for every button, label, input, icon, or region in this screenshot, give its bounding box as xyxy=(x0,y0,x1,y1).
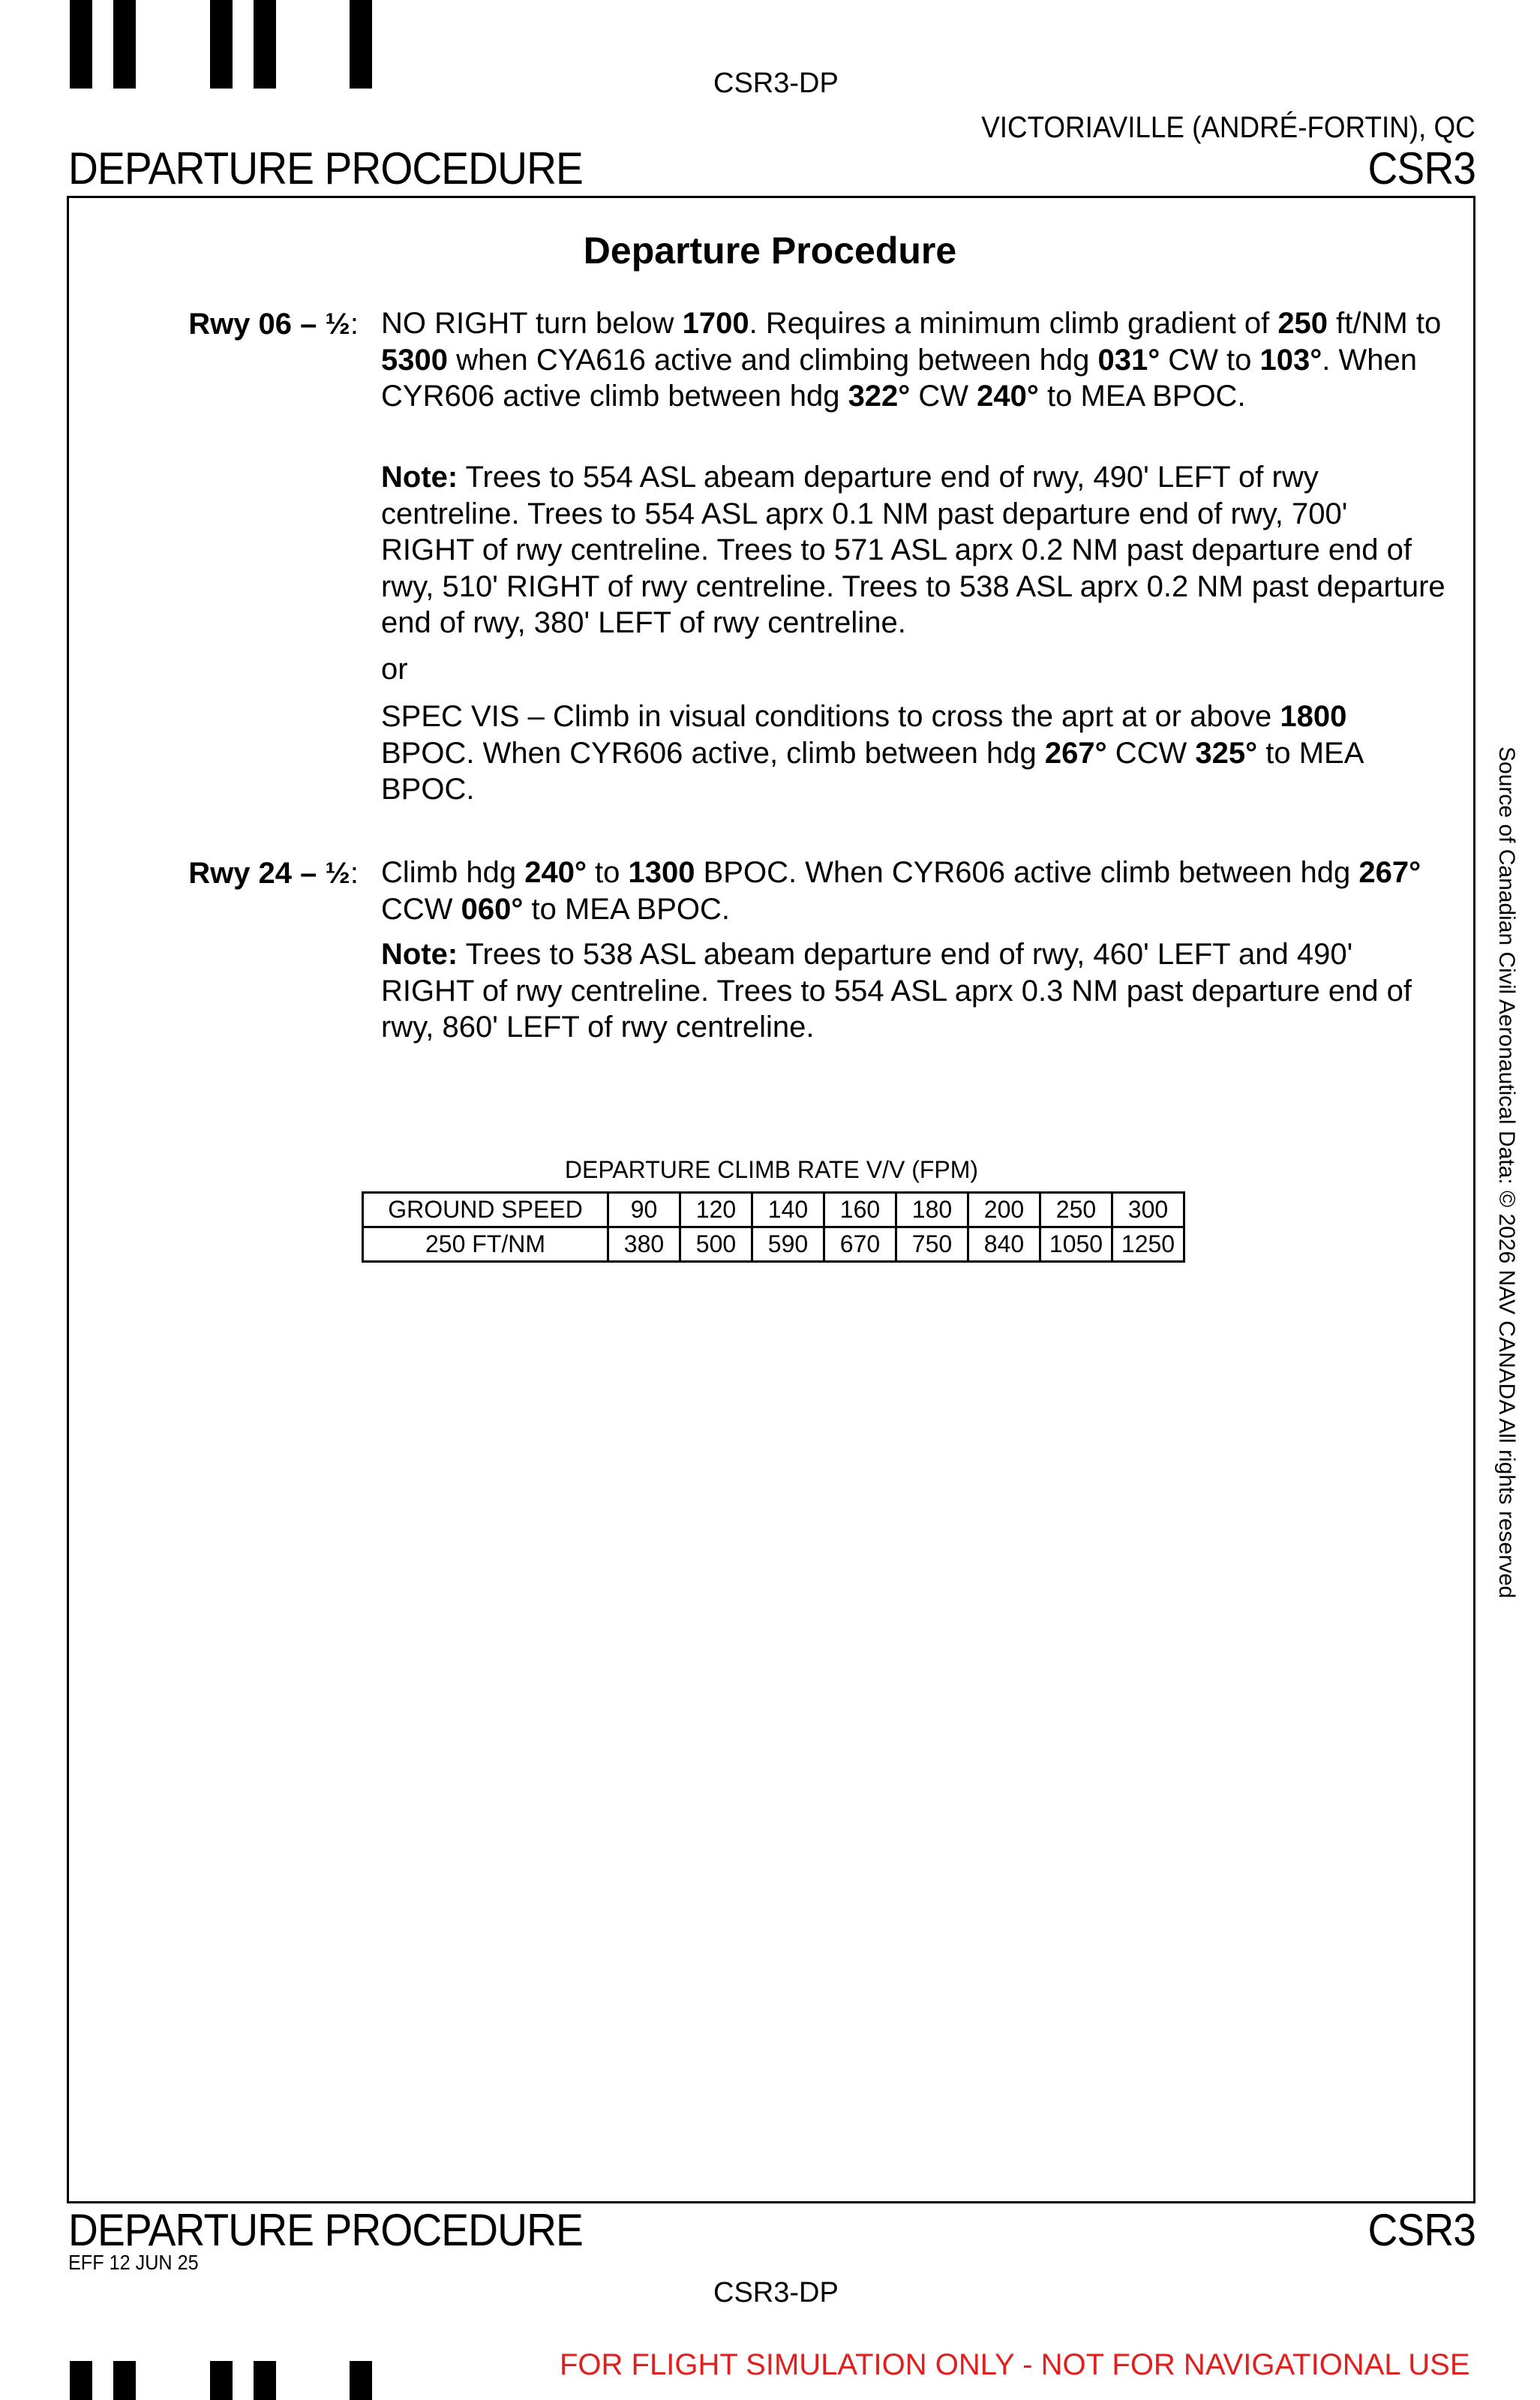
bold-value: 267° xyxy=(1044,736,1107,770)
text-run: . When CYR606 active climb between hdg xyxy=(381,343,1417,413)
registration-bar xyxy=(350,0,372,89)
bold-value: 250 xyxy=(1277,307,1328,340)
table-rate-cell: 670 xyxy=(824,1227,896,1262)
bold-value: 267° xyxy=(1358,856,1421,889)
simulation-warning: FOR FLIGHT SIMULATION ONLY - NOT FOR NAVIGATIONAL USE xyxy=(560,2348,1470,2381)
text-run: when CYA616 active and climbing between hdg xyxy=(447,343,1098,377)
header-ident: CSR3 xyxy=(1367,143,1475,194)
rwy06-spec-vis-text xyxy=(381,700,1362,806)
rwy06-note-label: Note: xyxy=(381,461,458,494)
rwy06-spec-vis xyxy=(381,698,1446,808)
effective-date: EFF 12 JUN 25 xyxy=(68,2251,199,2274)
text-run: to MEA BPOC. xyxy=(1038,380,1246,413)
rwy06-procedure xyxy=(381,305,1446,415)
rwy24-label: Rwy 24 – ½: xyxy=(188,857,359,890)
bold-value: 240° xyxy=(524,856,587,889)
table-row xyxy=(363,1193,1184,1227)
table-rate-cell: 500 xyxy=(680,1227,752,1262)
bold-value: 1300 xyxy=(628,856,695,889)
bold-value: 060° xyxy=(461,892,524,926)
table-speed-cell: 160 xyxy=(824,1193,896,1227)
text-run: NO RIGHT turn below xyxy=(381,307,683,340)
footer-ident: CSR3 xyxy=(1367,2205,1475,2255)
text-run: CCW xyxy=(1106,736,1196,770)
text-run: ft/NM to xyxy=(1328,307,1442,340)
registration-bar xyxy=(113,0,136,89)
bold-value: 322° xyxy=(848,380,911,413)
rwy06-label-text: Rwy 06 – ½ xyxy=(188,308,350,341)
text-run: BPOC. When CYR606 active climb between hdg xyxy=(695,856,1359,889)
rwy24-procedure-text xyxy=(381,856,1421,926)
text-run: SPEC VIS – Climb in visual conditions to cross the aprt at or above xyxy=(381,700,1280,733)
table-row xyxy=(363,1227,1184,1262)
procedure-title: Departure Procedure xyxy=(583,230,957,272)
table-speed-cell: 180 xyxy=(896,1193,968,1227)
text-run: BPOC. When CYR606 active, climb between hdg xyxy=(381,736,1045,770)
table-speed-cell: 120 xyxy=(680,1193,752,1227)
rwy24-note-text: Trees to 538 ASL abeam departure end of rwy, 460' LEFT and 490' RIGHT of rwy centreline. Trees to 554 ASL aprx 0.3 NM past departure end of rwy, 860' LEFT of rwy centreline. xyxy=(381,938,1412,1044)
rwy06-note-text: Trees to 554 ASL abeam departure end of rwy, 490' LEFT of rwy centreline. Trees to 554 ASL aprx 0.1 NM past departure end of rwy, 700' RIGHT of rwy centreline. Trees to 571 ASL aprx 0.2 NM past departure end of rwy, 510' RIGHT of rwy centreline. Trees to 538 ASL aprx 0.2 NM past departure end of rwy, 380' LEFT of rwy centreline. xyxy=(381,461,1445,639)
registration-bar xyxy=(70,0,92,89)
registration-bar xyxy=(254,0,276,89)
registration-bar xyxy=(254,2361,276,2400)
table-speed-cell: 250 xyxy=(1040,1193,1112,1227)
rwy24-note xyxy=(381,936,1446,1046)
text-run: to xyxy=(586,856,629,889)
table-rate-cell: 1050 xyxy=(1040,1227,1112,1262)
rwy24-label-text: Rwy 24 – ½ xyxy=(188,857,350,890)
text-run: to MEA BPOC. xyxy=(381,736,1363,806)
bold-value: 1800 xyxy=(1280,700,1347,733)
registration-bar xyxy=(210,2361,233,2400)
table-speed-cell: 200 xyxy=(968,1193,1040,1227)
text-run: CW to xyxy=(1160,343,1260,377)
rwy06-or: or xyxy=(381,653,408,686)
bold-value: 031° xyxy=(1097,343,1160,377)
table-rate-cell: 590 xyxy=(752,1227,824,1262)
copyright-side-note: Source of Canadian Civil Aeronautical Data: © 2026 NAV CANADA All rights reserved xyxy=(1494,746,1519,1599)
text-run: . Requires a minimum climb gradient of xyxy=(749,307,1278,340)
bold-value: 5300 xyxy=(381,343,448,377)
rwy06-label: Rwy 06 – ½: xyxy=(188,308,359,341)
header-chart-code: CSR3-DP xyxy=(713,68,839,99)
registration-bar xyxy=(113,2361,136,2400)
table-rate-cell: 750 xyxy=(896,1227,968,1262)
bold-value: 103° xyxy=(1259,343,1322,377)
footer-title: DEPARTURE PROCEDURE xyxy=(68,2205,583,2255)
header-title: DEPARTURE PROCEDURE xyxy=(68,143,583,194)
text-run: to MEA BPOC. xyxy=(523,892,731,926)
bold-value: 1700 xyxy=(682,307,749,340)
climb-rate-table xyxy=(362,1191,1185,1263)
table-rate-cell: 840 xyxy=(968,1227,1040,1262)
registration-bar xyxy=(350,2361,372,2400)
table-rate-cell: 380 xyxy=(608,1227,680,1262)
rwy24-note-label: Note: xyxy=(381,938,458,971)
table-speed-cell: 90 xyxy=(608,1193,680,1227)
rwy06-note xyxy=(381,459,1446,641)
registration-bar xyxy=(70,2361,92,2400)
registration-bar xyxy=(210,0,233,89)
text-run: CCW xyxy=(381,892,461,926)
text-run: Climb hdg xyxy=(381,856,525,889)
rwy24-procedure xyxy=(381,855,1446,927)
text-run: CW xyxy=(910,380,977,413)
rwy06-procedure-text xyxy=(381,307,1441,413)
table-header-label: GROUND SPEED xyxy=(363,1193,608,1227)
climb-table-caption: DEPARTURE CLIMB RATE V/V (FPM) xyxy=(564,1156,979,1183)
table-row-label: 250 FT/NM xyxy=(363,1227,608,1262)
table-speed-cell: 140 xyxy=(752,1193,824,1227)
bold-value: 325° xyxy=(1195,736,1258,770)
footer-chart-code: CSR3-DP xyxy=(713,2277,839,2308)
bold-value: 240° xyxy=(977,380,1039,413)
table-speed-cell: 300 xyxy=(1112,1193,1184,1227)
table-rate-cell: 1250 xyxy=(1112,1227,1184,1262)
airport-name: VICTORIAVILLE (ANDRÉ-FORTIN), QC xyxy=(981,111,1475,144)
